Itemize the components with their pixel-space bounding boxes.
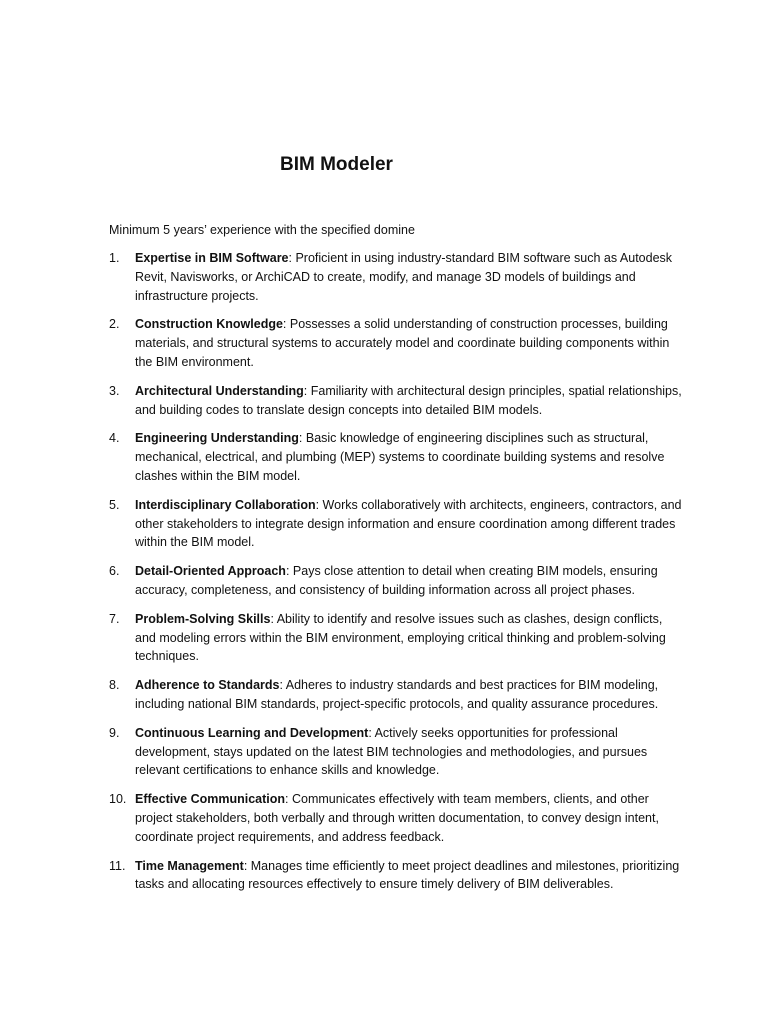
list-item (109, 429, 684, 485)
item-description: : Familiarity with architectural design principles, spatial relationships, and building codes to translate design concepts into detailed BIM models. (135, 383, 682, 417)
item-term: Continuous Learning and Development (135, 725, 369, 740)
item-number: 3. (109, 383, 120, 398)
requirements-list (109, 249, 684, 904)
list-item (109, 496, 684, 552)
list-item (109, 724, 684, 780)
page-title: BIM Modeler (280, 154, 393, 175)
list-item (109, 382, 684, 420)
item-term: Adherence to Standards (135, 678, 280, 693)
list-item (109, 676, 684, 714)
item-term: Expertise in BIM Software (135, 251, 289, 265)
item-description: : Manages time efficiently to meet project deadlines and milestones, prioritizing tasks and allocating resources effectively to ensure timely delivery of BIM deliverables. (135, 858, 680, 892)
item-number: 6. (109, 564, 120, 579)
item-number: 4. (109, 431, 120, 446)
item-term: Interdisciplinary Collaboration (135, 497, 316, 512)
item-description: : Possesses a solid understanding of construction processes, building materials, and structural systems to accurately model and coordinate building components within the BIM environment. (135, 317, 670, 369)
item-number: 8. (109, 678, 120, 693)
item-term: Engineering Understanding (135, 431, 299, 446)
item-number: 10. (109, 792, 127, 807)
list-item (109, 790, 684, 846)
list-item (109, 857, 684, 895)
list-item (109, 610, 684, 666)
item-description: : Communicates effectively with team members, clients, and other project stakeholders, both verbally and through written documentation, to convey design intent, coordinate project requirements, and address feedback. (135, 792, 659, 844)
item-number: 2. (109, 317, 120, 332)
list-item (109, 249, 684, 305)
item-term: Construction Knowledge (135, 317, 283, 332)
item-number: 5. (109, 497, 120, 512)
item-description: : Ability to identify and resolve issues such as clashes, design conflicts, and modeling errors within the BIM environment, employing critical thinking and problem-solving techniques. (135, 611, 666, 664)
item-number: 9. (109, 725, 120, 740)
list-item (109, 562, 684, 600)
item-term: Time Management (135, 858, 244, 873)
item-description: : Pays close attention to detail when creating BIM models, ensuring accuracy, completeness, and consistency of building information across all project phases. (135, 564, 658, 597)
intro-text: Minimum 5 years’ experience with the specified domine (109, 223, 415, 237)
item-number: 1. (109, 251, 120, 265)
item-term: Problem-Solving Skills (135, 611, 271, 626)
item-description: : Adheres to industry standards and best practices for BIM modeling, including national BIM standards, project-specific protocols, and quality assurance procedures. (135, 678, 659, 711)
list-item (109, 315, 684, 371)
item-term: Effective Communication (135, 792, 286, 807)
item-term: Detail-Oriented Approach (135, 564, 286, 579)
item-description: : Works collaboratively with architects, engineers, contractors, and other stakeholders to integrate design information and ensure coordination among different trades within the BIM model. (135, 497, 682, 550)
item-description: : Basic knowledge of engineering disciplines such as structural, mechanical, electrical, and plumbing (MEP) systems to coordinate building systems and resolve clashes within the BIM model. (135, 431, 665, 483)
item-term: Architectural Understanding (135, 383, 304, 398)
item-description: : Actively seeks opportunities for professional development, stays updated on the latest BIM technologies and methodologies, and pursues relevant certifications to enhance skills and knowledge. (135, 725, 648, 778)
item-description: : Proficient in using industry-standard BIM software such as Autodesk Revit, Navisworks, or ArchiCAD to create, modify, and manage 3D models of buildings and infrastructure projects. (135, 251, 673, 303)
item-number: 11. (109, 858, 126, 873)
item-number: 7. (109, 611, 120, 626)
